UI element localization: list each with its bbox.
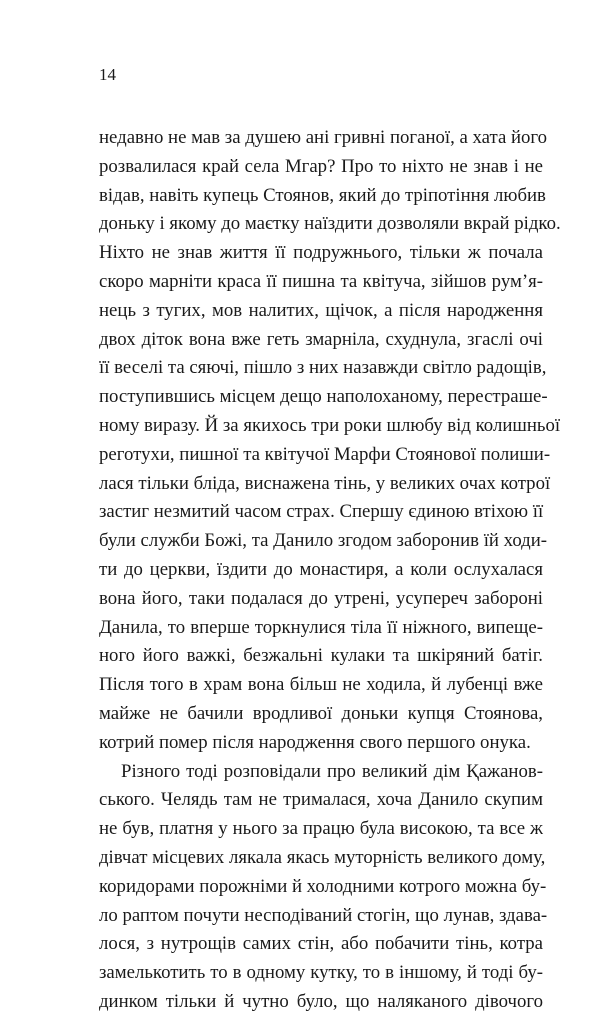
text-line: доньку і якому до маєтку наїздити дозволяли вкрай рідко.	[99, 213, 561, 235]
text-line: замелькотить то в одному кутку, то в іншому, й тоді бу-	[99, 962, 543, 984]
text-line: лося, з нутрощів самих стін, або побачити тінь, котра	[99, 933, 543, 955]
text-line: не був, платня у нього за працю була високою, та все ж	[99, 818, 543, 840]
text-line: були служби Божі, та Данило згодом заборонив їй ходи-	[99, 530, 548, 552]
text-line: котрий помер після народження свого першого онука.	[99, 731, 531, 753]
text-line: нець з тугих, мов налитих, щічок, а після народження	[99, 299, 543, 321]
text-line: розвалилася край села Мгар? Про то ніхто не знав і не	[99, 155, 543, 177]
text-line: поступившись місцем дещо наполоханому, перестраше-	[99, 386, 548, 408]
text-line: вона його, таки подалася до утрені, усупереч забороні	[99, 587, 543, 609]
text-line: лася тільки бліда, виснажена тінь, у великих очах котрої	[99, 472, 551, 494]
text-line: дівчат місцевих лякала якась муторність великого дому,	[99, 846, 546, 868]
text-line: ського. Челядь там не трималася, хоча Данило скупим	[99, 789, 543, 811]
text-line: відав, навіть купець Стоянов, який до тріпотіння любив	[99, 184, 546, 206]
text-line: скоро марніти краса її пишна та квітуча, зійшов рум’я-	[99, 270, 543, 292]
text-line: реготухи, пишної та квітучої Марфи Стоянової полиши-	[99, 443, 551, 465]
text-line: Данила, то вперше торкнулися тіла її ніжного, випеще-	[99, 616, 543, 638]
paragraph	[99, 758, 548, 1017]
page-number: 14	[99, 65, 116, 84]
text-line: Після того в храм вона більш не ходила, й лубенці вже	[99, 674, 543, 696]
body-text	[99, 124, 561, 1017]
text-line: двох діток вона вже геть змарніла, схуднула, згаслі очі	[99, 328, 543, 350]
text-line: коридорами порожніми й холодними котрого можна бу-	[99, 875, 547, 897]
text-line: недавно не мав за душею ані гривні поганої, а хата його	[99, 127, 548, 148]
text-line: ному виразу. Й за якихось три роки шлюбу від колишньої	[99, 414, 561, 436]
text-line: ло раптом почути несподіваний стогін, що лунав, здава-	[99, 904, 548, 926]
text-line: ти до церкви, їздити до монастиря, а коли ослухалася	[99, 558, 543, 580]
text-line: її веселі та сяючі, пішло з них назавжди світло радощів,	[99, 357, 547, 379]
text-line: ного його важкі, безжальні кулаки та шкіряний батіг.	[99, 645, 543, 667]
text-line: динком тільки й чутно було, що наляканого дівочого	[99, 990, 543, 1012]
paragraph	[99, 124, 561, 758]
text-line: майже не бачили вродливої доньки купця Стоянова,	[99, 702, 543, 724]
text-line: застиг незмитий часом страх. Спершу єдиною втіхою її	[99, 501, 544, 523]
text-line: Різного тоді розповідали про великий дім Қажанов-	[121, 760, 543, 782]
text-line: Ніхто не знав життя її подружнього, тільки ж почала	[99, 242, 543, 264]
